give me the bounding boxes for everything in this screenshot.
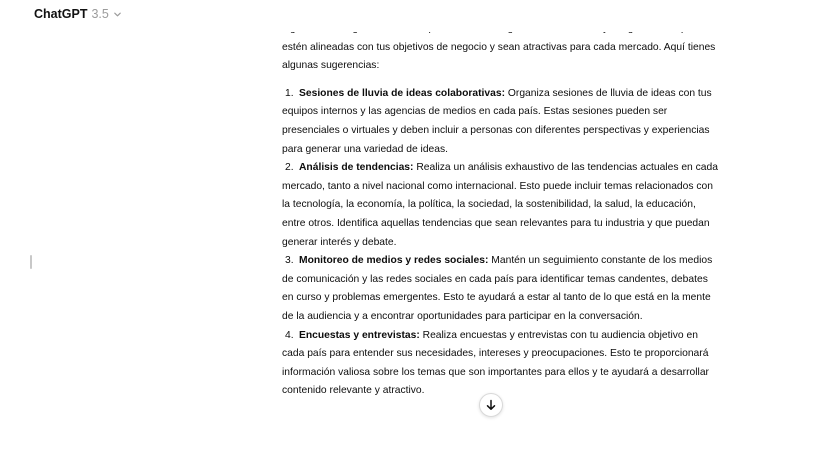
model-selector[interactable] xyxy=(34,7,122,21)
item-title: Encuestas y entrevistas: xyxy=(299,329,420,341)
arrow-down-icon xyxy=(485,399,497,411)
scroll-to-bottom-button[interactable] xyxy=(479,393,503,417)
item-text: Organiza sesiones de lluvia de ideas con tus equipos internos y las agencias de medios en cada país. Estas sesiones pueden ser presenciales o virtuales y deben incluir a personas con diferentes perspectivas y experiencias para generar una variedad de ideas. xyxy=(282,87,712,155)
assistant-message xyxy=(282,20,722,401)
item-text: Realiza encuestas y entrevistas con tu audiencia objetivo en cada país para entender sus necesidades, intereses y preocupaciones. Esto te proporcionará información valiosa sobre los temas que son importantes para ellos y te ayudará a desarrollar contenido relevante y atractivo. xyxy=(282,329,709,397)
model-version: 3.5 xyxy=(91,7,109,21)
list-item xyxy=(282,159,722,252)
item-text: Realiza un análisis exhaustivo de las tendencias actuales en cada mercado, tanto a nivel nacional como internacional. Esto puede incluir temas relacionados con la tecnología, la economía, la política, la sociedad, la sostenibilidad, la salud, la educación, entre otros. Identifica aquellas tendencias que sean relevantes para tu industria y que puedan generar interés y debate. xyxy=(282,162,718,248)
item-number: 3. xyxy=(285,255,294,267)
item-number: 2. xyxy=(285,162,294,174)
sidebar-toggle-handle[interactable] xyxy=(30,255,32,269)
message-intro: estén alineadas con tus objetivos de negocio y sean atractivas para cada mercado. Aquí tienes algunas sugerencias: xyxy=(282,41,716,72)
list-item xyxy=(282,327,722,401)
chevron-down-icon xyxy=(113,10,122,19)
list-item xyxy=(282,85,722,159)
item-title: Monitoreo de medios y redes sociales: xyxy=(299,255,489,267)
app-name: ChatGPT xyxy=(34,7,88,21)
list-item xyxy=(282,252,722,326)
item-number: 1. xyxy=(285,87,294,99)
item-title: Análisis de tendencias: xyxy=(299,162,414,174)
item-text: Mantén un seguimiento constante de los medios de comunicación y las redes sociales en cada país para identificar temas candentes, debates en curso y problemas emergentes. Esto te ayudará a estar al tanto de lo que está en la mente de la audiencia y a encontrar oportunidades para participar en la conversación. xyxy=(282,255,713,322)
top-bar xyxy=(0,0,820,32)
item-title: Sesiones de lluvia de ideas colaborativas: xyxy=(299,87,506,99)
item-number: 4. xyxy=(285,329,294,341)
suggestion-list xyxy=(282,85,722,401)
